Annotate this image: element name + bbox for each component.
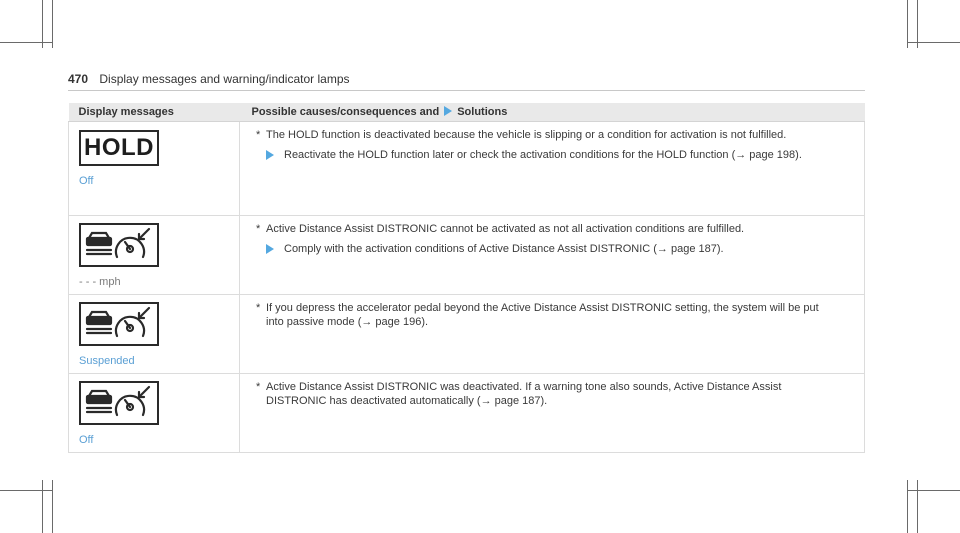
display-messages-table: [68, 103, 865, 453]
crop-mark: [0, 42, 52, 43]
cause-text-line: DISTRONIC has deactivated automatically (→ page 187).: [266, 395, 548, 407]
cause-solution-cell: [240, 374, 865, 453]
page-title: Display messages and warning/indicator lamps: [99, 72, 350, 86]
display-message-cell: [69, 295, 240, 374]
star-bullet-icon: *: [256, 129, 261, 141]
play-triangle-icon: [444, 106, 452, 116]
cause-text: [266, 301, 819, 329]
crop-mark: [52, 0, 53, 48]
display-message-cell: [69, 374, 240, 453]
status-text: Suspended: [79, 355, 135, 367]
cause-solution-cell: [240, 295, 865, 374]
page-header: [68, 72, 350, 86]
crop-mark: [52, 480, 53, 533]
distronic-car-speedometer-icon: [81, 383, 157, 423]
cause-text: The HOLD function is deactivated because the vehicle is slipping or a condition for activation is not fulfilled.: [266, 129, 787, 141]
distronic-icon: [79, 223, 159, 267]
cause-item: [256, 301, 852, 329]
cause-item: [256, 222, 852, 236]
status-text: Off: [79, 175, 94, 187]
solution-text: Comply with the activation conditions of Active Distance Assist DISTRONIC (→ page 187).: [284, 243, 724, 255]
play-triangle-icon: [266, 244, 274, 254]
crop-mark: [917, 0, 918, 48]
solution-item: [266, 148, 852, 162]
table-row: [69, 295, 865, 374]
cause-text-line: If you depress the accelerator pedal beyond the Active Distance Assist DISTRONIC setting, the system will be put: [266, 302, 819, 314]
crop-mark: [42, 480, 43, 533]
cause-item: [256, 128, 852, 142]
cause-text-line: Active Distance Assist DISTRONIC was deactivated. If a warning tone also sounds, Active Distance Assist: [266, 381, 782, 393]
solution-text: Reactivate the HOLD function later or check the activation conditions for the HOLD function (→ page 198).: [284, 149, 802, 161]
cause-text: [266, 380, 781, 408]
col-header-solutions: Solutions: [457, 106, 508, 118]
crop-mark: [917, 480, 918, 533]
table-header-row: [69, 103, 865, 122]
star-bullet-icon: *: [256, 302, 261, 314]
col-header-causes-solutions: [240, 103, 865, 122]
star-bullet-icon: *: [256, 381, 261, 393]
crop-mark: [907, 480, 908, 533]
crop-mark: [907, 0, 908, 48]
hold-icon-label: HOLD: [84, 134, 154, 161]
header-rule: [68, 90, 865, 91]
col-header-display-messages: Display messages: [69, 103, 240, 122]
status-text: - - - mph: [79, 276, 121, 288]
cause-text: Active Distance Assist DISTRONIC cannot be activated as not all activation conditions are fulfilled.: [266, 223, 745, 235]
cause-solution-cell: [240, 122, 865, 216]
status-text: Off: [79, 434, 94, 446]
crop-mark: [907, 42, 960, 43]
col-header-causes: Possible causes/consequences and: [251, 106, 440, 118]
page-number: 470: [68, 72, 89, 86]
distronic-icon: [79, 381, 159, 425]
table-row: [69, 122, 865, 216]
table-row: [69, 216, 865, 295]
distronic-car-speedometer-icon: [81, 225, 157, 265]
display-message-cell: [69, 122, 240, 216]
cause-text-line: into passive mode (→ page 196).: [266, 316, 429, 328]
crop-mark: [0, 490, 52, 491]
play-triangle-icon: [266, 150, 274, 160]
distronic-car-speedometer-icon: [81, 304, 157, 344]
hold-icon: [79, 130, 159, 166]
solution-item: [266, 242, 852, 256]
star-bullet-icon: *: [256, 223, 261, 235]
crop-mark: [907, 490, 960, 491]
crop-mark: [42, 0, 43, 48]
cause-item: [256, 380, 852, 408]
distronic-icon: [79, 302, 159, 346]
table-row: [69, 374, 865, 453]
cause-solution-cell: [240, 216, 865, 295]
display-message-cell: [69, 216, 240, 295]
